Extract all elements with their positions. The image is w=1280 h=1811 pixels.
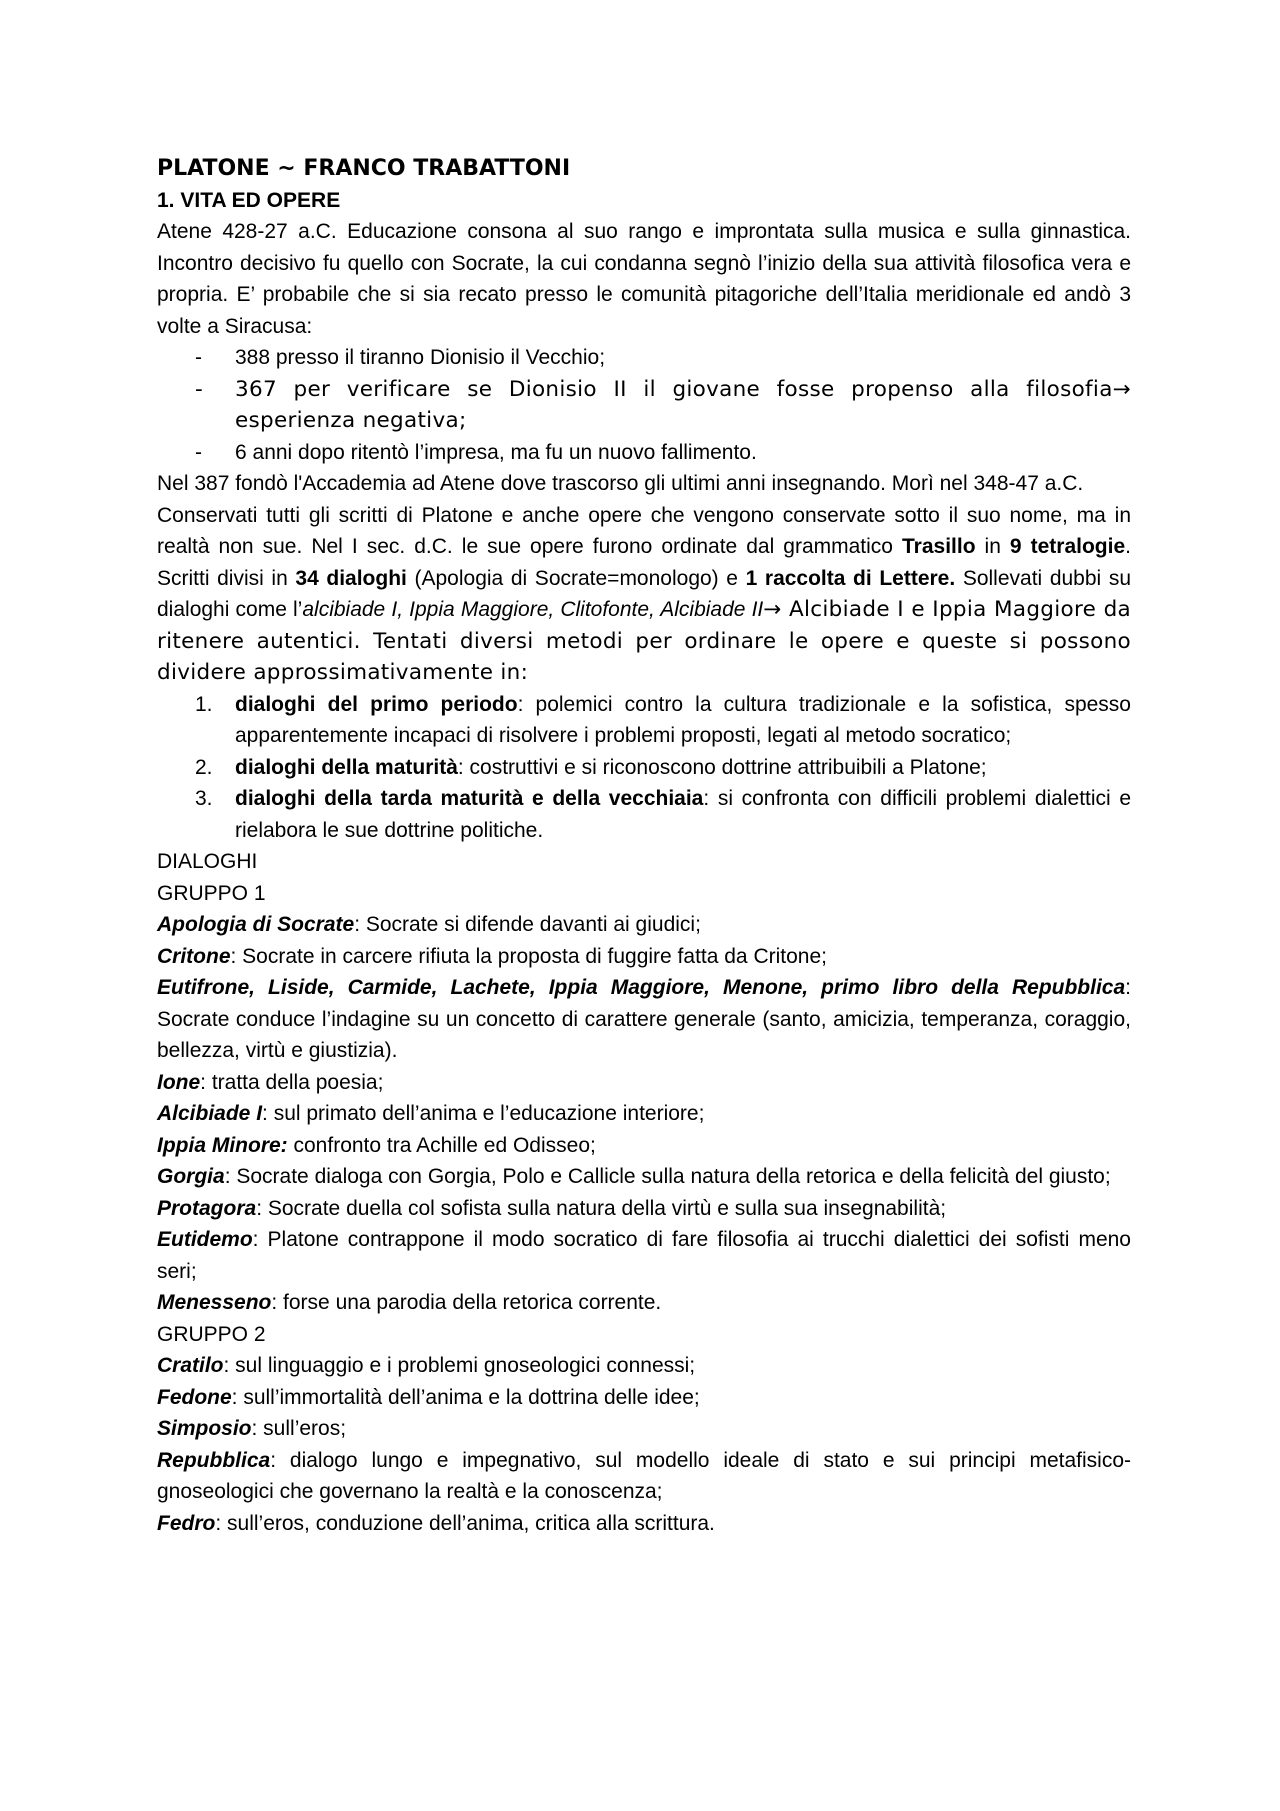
trips-list [157,342,1131,468]
periods-list [157,689,1131,847]
dialogue-entry: Eutidemo: Platone contrappone il modo socratico di fare filosofia ai trucchi dialettici dei sofisti meno seri; [157,1228,1131,1283]
list-item: - 6 anni dopo ritentò l’impresa, ma fu un nuovo fallimento. [195,440,757,464]
dialogue-entry: Protagora: Socrate duella col sofista sulla natura della virtù e sulla sua insegnabilità; [157,1196,947,1220]
gruppo1-heading: GRUPPO 1 [157,881,266,905]
dialogue-entry: Menesseno: forse una parodia della retorica corrente. [157,1291,662,1314]
dialogue-entry: Alcibiade I: sul primato dell’anima e l’educazione interiore; [157,1102,705,1125]
dialoghi-heading: DIALOGHI [157,850,258,873]
list-item: - 367 per verificare se Dionisio II il giovane fosse propenso alla filosofia→ esperienza negativa; [195,376,1131,433]
dialogue-entry: Ippia Minore: confronto tra Achille ed Odisseo; [157,1133,596,1157]
accademia-paragraph: Nel 387 fondò l'Accademia ad Atene dove trascorso gli ultimi anni insegnando. Morì nel 348-47 a.C. [157,472,1084,495]
dialogue-entry: Simposio: sull’eros; [157,1417,347,1440]
list-item: 2. dialoghi della maturità: costruttivi e si riconoscono dottrine attribuibili a Platone; [195,755,987,779]
list-item: 3. dialoghi della tarda maturità e della vecchiaia: si confronta con difficili problemi dialettici e rielabora le sue dottrine politiche. [195,787,1131,842]
dialogue-entry: Fedro: sull’eros, conduzione dell’anima, critica alla scrittura. [157,1511,715,1535]
dialogue-entry: Fedone: sull’immortalità dell’anima e la dottrina delle idee; [157,1385,700,1409]
dialogue-entry: Cratilo: sul linguaggio e i problemi gnoseologici connessi; [157,1354,696,1377]
list-item: 1. dialoghi del primo periodo: polemici contro la cultura tradizionale e la sofistica, spesso apparentemente incapaci di risolvere i problemi proposti, legati al metodo socratico; [195,692,1131,747]
document-title: PLATONE ~ FRANCO TRABATTONI [157,156,571,181]
dialogue-entry: Critone: Socrate in carcere rifiuta la proposta di fuggire fatta da Critone; [157,944,827,968]
gruppo2-heading: GRUPPO 2 [157,1322,266,1346]
scritti-paragraph: Conservati tutti gli scritti di Platone e anche opere che vengono conservate sotto il suo nome, ma in realtà non sue. Nel I sec. d.C. le sue opere furono ordinate dal grammatico Trasillo in 9 tetralogie. Scritti divisi in 34 dialoghi (Apologia di Socrate=monologo) e 1 raccolta di Lettere. Sollevati dubbi su dialoghi come l’alcibiade I, Ippia Maggiore, Clitofonte, Alcibiade II→ Alcibiade I e Ippia Maggiore da ritenere autentici. Tentati diversi metodi per ordinare le opere e queste si possono dividere approssimativamente in: [157,503,1132,685]
dialogue-entry: Eutifrone, Liside, Carmide, Lachete, Ippia Maggiore, Menone, primo libro della Repubblica: Socrate conduce l’indagine su un concetto di carattere generale (santo, amicizia, temperanza, coraggio, bellezza, virtù e giustizia). [157,976,1131,1062]
dialogue-entry: Apologia di Socrate: Socrate si difende davanti ai giudici; [157,913,701,936]
section-heading: 1. VITA ED OPERE [157,188,341,212]
dialogue-entry: Gorgia: Socrate dialoga con Gorgia, Polo e Callicle sulla natura della retorica e della felicità del giusto; [157,1165,1111,1188]
dialogue-entry: Ione: tratta della poesia; [157,1070,384,1094]
dialogue-entry: Repubblica: dialogo lungo e impegnativo, sul modello ideale di stato e sui principi metafisico-gnoseologici che governano la realtà e la conoscenza; [157,1448,1131,1503]
intro-paragraph: Atene 428-27 a.C. Educazione consona al suo rango e improntata sulla musica e sulla ginnastica. Incontro decisivo fu quello con Socrate, la cui condanna segnò l’inizio della sua attività filosofica vera e propria. E’ probabile che si sia recato presso le comunità pitagoriche dell’Italia meridionale ed andò 3 volte a Siracusa: [157,220,1131,338]
list-item: - 388 presso il tiranno Dionisio il Vecchio; [195,346,606,369]
document-body [157,153,1131,1539]
